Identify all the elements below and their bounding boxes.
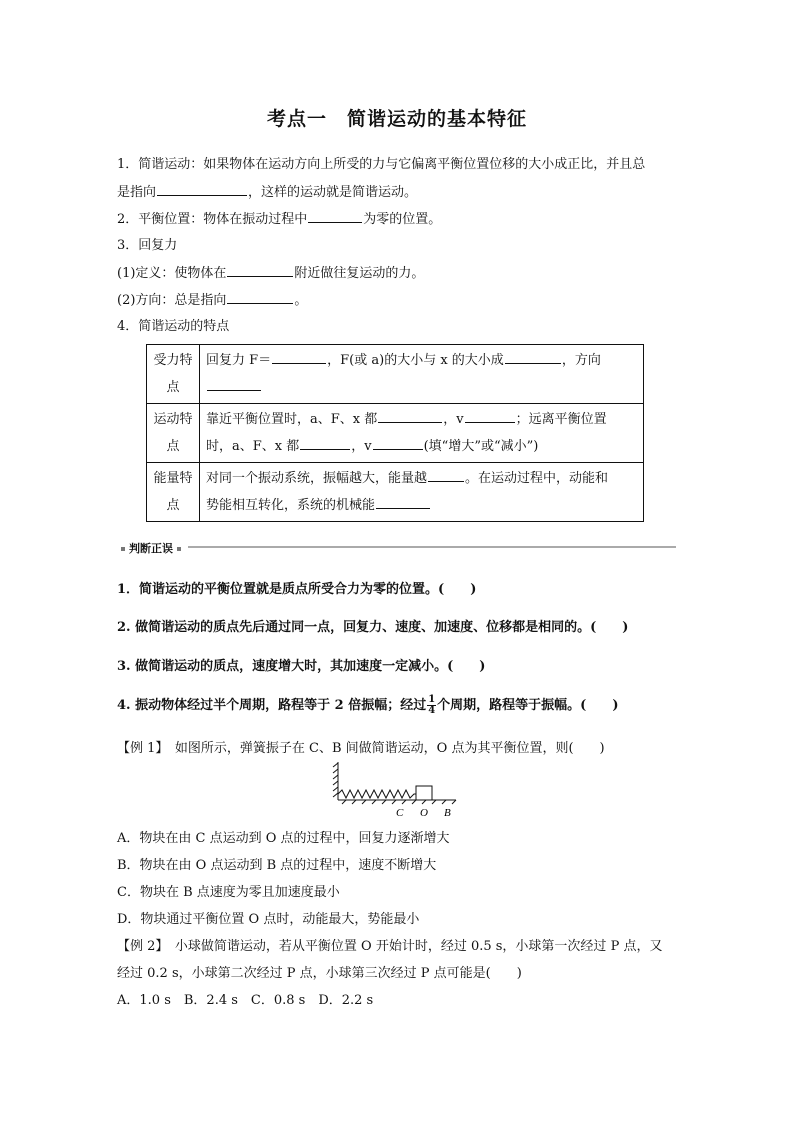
cell-text: 靠近平衡位置时，a、F、x 都 <box>206 412 378 427</box>
example-1-option-b: B．物块在由 O 点运动到 B 点的过程中，速度不断增大 <box>117 858 437 873</box>
example-1-option-d: D．物块通过平衡位置 O 点时，动能最大，势能最小 <box>117 912 420 927</box>
item-1-text: 是指向 <box>117 185 157 200</box>
fraction-numerator: 1 <box>428 694 436 705</box>
floor-hatch-icon <box>342 800 456 804</box>
answer-blank <box>300 437 350 450</box>
item-3: 3．回复力 <box>117 238 178 253</box>
label-c: C <box>396 807 404 819</box>
bullet-square-icon <box>121 547 125 551</box>
cell-text: ；远离平衡位置 <box>515 412 607 427</box>
answer-blank <box>373 437 423 450</box>
item-2 <box>117 210 441 229</box>
item-3-1-text-end: 附近做往复运动的力。 <box>294 266 425 281</box>
answer-blank <box>428 469 464 482</box>
cell-text: (填“增大”或“减小”) <box>423 439 539 454</box>
item-3-1 <box>117 264 424 283</box>
item-3-2 <box>117 291 307 310</box>
example-2-line-1: 【例 2】 小球做简谐运动，若从平衡位置 O 开始计时，经过 0.5 s，小球第一次经过 P 点，又 <box>117 939 663 954</box>
question-text: 4. 振动物体经过半个周期，路程等于 2 倍振幅；经过 <box>117 698 427 713</box>
answer-blank <box>308 210 362 223</box>
row-label-energy: 能量特点 <box>147 463 200 522</box>
table-row <box>147 345 644 404</box>
answer-blank <box>505 351 561 364</box>
example-1-option-c: C．物块在 B 点速度为零且加速度最小 <box>117 885 340 900</box>
bullet-square-icon <box>177 547 181 551</box>
block-icon <box>416 786 432 800</box>
answer-blank <box>157 183 247 196</box>
judge-question-3: 3. 做简谐运动的质点，速度增大时，其加速度一定减小。( ) <box>117 659 486 674</box>
row-label-force: 受力特点 <box>147 345 200 404</box>
wall-hatch-icon <box>333 763 338 797</box>
spring-icon <box>338 790 416 798</box>
item-4: 4．简谐运动的特点 <box>117 319 230 334</box>
fraction-denominator: 4 <box>428 705 436 716</box>
cell-text: ，v <box>443 412 464 427</box>
fraction <box>427 695 436 716</box>
item-1-line-b <box>117 183 417 202</box>
example-2-options: A．1.0 s B．2.4 s C．0.8 s D．2.2 s <box>117 993 374 1008</box>
question-text-end: 个周期，路程等于振幅。( ) <box>437 698 619 713</box>
spring-oscillator-diagram <box>330 758 460 820</box>
features-table <box>146 344 644 522</box>
answer-blank <box>227 264 293 277</box>
label-b: B <box>444 807 451 819</box>
example-1-stem: 【例 1】 如图所示，弹簧振子在 C、B 间做简谐运动，O 点为其平衡位置，则( ) <box>117 741 605 756</box>
table-row <box>147 404 644 463</box>
page-title: 考点一 简谐运动的基本特征 <box>266 108 527 130</box>
row-content-force <box>200 345 644 404</box>
item-1-line-a: 1．简谐运动：如果物体在运动方向上所受的力与它偏离平衡位置位移的大小成正比，并且总 <box>117 157 646 172</box>
answer-blank <box>227 291 293 304</box>
cell-text: ，方向 <box>561 353 601 368</box>
answer-blank <box>376 496 430 509</box>
row-content-motion <box>200 404 644 463</box>
judge-question-2: 2. 做简谐运动的质点先后通过同一点，回复力、速度、加速度、位移都是相同的。( ) <box>117 620 629 635</box>
row-label-motion: 运动特点 <box>147 404 200 463</box>
judge-question-1: 1．简谐运动的平衡位置就是质点所受合力为零的位置。( ) <box>117 582 477 597</box>
answer-blank <box>272 351 326 364</box>
cell-text: 回复力 F＝ <box>206 353 272 368</box>
row-content-energy <box>200 463 644 522</box>
cell-text: 对同一个振动系统，振幅越大，能量越 <box>206 471 428 486</box>
judge-question-4 <box>117 694 618 716</box>
example-1-option-a: A．物块在由 C 点运动到 O 点的过程中，回复力逐渐增大 <box>117 831 450 846</box>
item-3-1-text: (1)定义：使物体在 <box>117 266 227 281</box>
item-3-2-text: (2)方向：总是指向 <box>117 293 227 308</box>
judge-header-text: 判断正误 <box>129 542 173 555</box>
answer-blank <box>378 410 442 423</box>
cell-text: 。在运动过程中，动能和 <box>465 471 609 486</box>
cell-text: ，v <box>351 439 372 454</box>
table-row <box>147 463 644 522</box>
item-2-text: 2．平衡位置：物体在振动过程中 <box>117 212 308 227</box>
cell-text: ，F(或 a)的大小与 x 的大小成 <box>327 353 504 368</box>
answer-blank <box>465 410 515 423</box>
judge-section-header <box>117 540 185 556</box>
answer-blank <box>207 378 261 391</box>
cell-text: 势能相互转化，系统的机械能 <box>206 498 376 513</box>
item-3-2-text-end: 。 <box>294 293 308 308</box>
cell-text: 时，a、F、x 都 <box>206 439 300 454</box>
label-o: O <box>420 807 428 819</box>
section-divider <box>188 546 676 548</box>
item-1-text-end: ，这样的运动就是简谐运动。 <box>248 185 418 200</box>
item-2-text-end: 为零的位置。 <box>363 212 442 227</box>
example-2-line-2: 经过 0.2 s，小球第二次经过 P 点，小球第三次经过 P 点可能是( ) <box>117 966 522 981</box>
